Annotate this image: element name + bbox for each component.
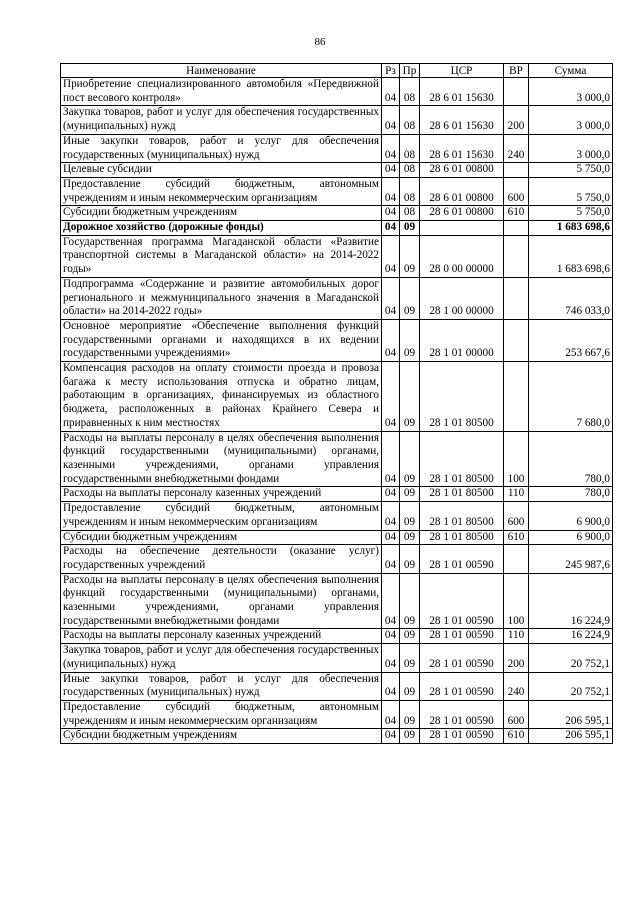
cell-rz: 04 — [382, 629, 400, 644]
cell-name: Субсидии бюджетным учреждениям — [61, 729, 382, 744]
table-row — [61, 629, 613, 644]
header-row — [61, 64, 613, 78]
cell-csr: 28 6 01 15630 — [420, 78, 504, 106]
cell-csr: 28 1 01 80500 — [420, 487, 504, 502]
cell-vr: 600 — [504, 700, 529, 728]
table-row — [61, 163, 613, 178]
cell-rz: 04 — [382, 431, 400, 487]
table-row — [61, 221, 613, 236]
cell-sum: 16 224,9 — [529, 573, 613, 629]
cell-name: Приобретение специализированного автомобиля «Передвижной пост весового контроля» — [61, 78, 382, 106]
cell-vr — [504, 163, 529, 178]
cell-csr: 28 1 00 00000 — [420, 277, 504, 319]
cell-sum: 20 752,1 — [529, 672, 613, 700]
cell-vr: 110 — [504, 629, 529, 644]
cell-name: Расходы на обеспечение деятельности (оказание услуг) государственных учреждений — [61, 545, 382, 573]
header-pr: Пр — [400, 64, 420, 78]
header-csr: ЦСР — [420, 64, 504, 78]
cell-rz: 04 — [382, 672, 400, 700]
cell-csr: 28 6 01 15630 — [420, 106, 504, 134]
cell-pr: 09 — [400, 277, 420, 319]
cell-name: Закупка товаров, работ и услуг для обеспечения государственных (муниципальных) нужд — [61, 106, 382, 134]
cell-pr: 09 — [400, 700, 420, 728]
cell-sum: 6 900,0 — [529, 530, 613, 545]
budget-table — [60, 63, 613, 744]
cell-vr: 100 — [504, 573, 529, 629]
cell-name: Закупка товаров, работ и услуг для обеспечения государственных (муниципальных) нужд — [61, 644, 382, 672]
cell-sum: 206 595,1 — [529, 729, 613, 744]
cell-csr: 28 1 01 00000 — [420, 319, 504, 361]
cell-vr: 600 — [504, 502, 529, 530]
cell-rz: 04 — [382, 277, 400, 319]
cell-rz: 04 — [382, 78, 400, 106]
table-row — [61, 134, 613, 162]
cell-vr: 110 — [504, 487, 529, 502]
table-row — [61, 502, 613, 530]
cell-pr: 09 — [400, 545, 420, 573]
cell-csr — [420, 221, 504, 236]
cell-rz: 04 — [382, 319, 400, 361]
cell-pr: 09 — [400, 729, 420, 744]
cell-sum: 3 000,0 — [529, 134, 613, 162]
cell-csr: 28 1 01 00590 — [420, 644, 504, 672]
cell-pr: 09 — [400, 644, 420, 672]
cell-csr: 28 6 01 00800 — [420, 163, 504, 178]
page-number: 86 — [314, 36, 326, 48]
table-row — [61, 362, 613, 432]
cell-sum: 5 750,0 — [529, 206, 613, 221]
cell-vr — [504, 221, 529, 236]
cell-sum: 3 000,0 — [529, 106, 613, 134]
table-row — [61, 729, 613, 744]
cell-pr: 09 — [400, 672, 420, 700]
cell-name: Предоставление субсидий бюджетным, автономным учреждениям и иным некоммерческим организациям — [61, 177, 382, 205]
cell-sum: 206 595,1 — [529, 700, 613, 728]
cell-name: Подпрограмма «Содержание и развитие автомобильных дорог регионального и межмуниципального значения в Магаданской области» на 2014-2022 годы» — [61, 277, 382, 319]
table-row — [61, 206, 613, 221]
cell-rz: 04 — [382, 530, 400, 545]
cell-pr: 08 — [400, 106, 420, 134]
cell-name: Компенсация расходов на оплату стоимости проезда и провоза багажа к месту использования отпуска и обратно лицам, работающим в организациях, финансируемых из областного бюджета, расположенных в районах Крайнего Севера и приравненных к ним местностях — [61, 362, 382, 432]
cell-sum: 6 900,0 — [529, 502, 613, 530]
table-row — [61, 106, 613, 134]
cell-sum: 1 683 698,6 — [529, 221, 613, 236]
cell-sum: 16 224,9 — [529, 629, 613, 644]
cell-csr: 28 1 01 00590 — [420, 672, 504, 700]
cell-rz: 04 — [382, 644, 400, 672]
cell-csr: 28 1 01 00590 — [420, 573, 504, 629]
cell-name: Предоставление субсидий бюджетным, автономным учреждениям и иным некоммерческим организациям — [61, 700, 382, 728]
cell-rz: 04 — [382, 573, 400, 629]
cell-rz: 04 — [382, 163, 400, 178]
cell-name: Расходы на выплаты персоналу казенных учреждений — [61, 487, 382, 502]
cell-pr: 09 — [400, 221, 420, 236]
cell-sum: 5 750,0 — [529, 177, 613, 205]
cell-sum: 780,0 — [529, 431, 613, 487]
cell-sum: 7 680,0 — [529, 362, 613, 432]
cell-vr: 610 — [504, 530, 529, 545]
cell-rz: 04 — [382, 502, 400, 530]
table-row — [61, 78, 613, 106]
header-rz: Рз — [382, 64, 400, 78]
cell-sum: 20 752,1 — [529, 644, 613, 672]
cell-vr: 240 — [504, 134, 529, 162]
cell-pr: 09 — [400, 235, 420, 277]
cell-name: Расходы на выплаты персоналу в целях обеспечения выполнения функций государственными (муниципальными) органами, казенными учреждениями, органами управления государственными внебюджетными фондами — [61, 431, 382, 487]
cell-csr: 28 6 01 15630 — [420, 134, 504, 162]
cell-vr — [504, 78, 529, 106]
cell-csr: 28 0 00 00000 — [420, 235, 504, 277]
table-row — [61, 177, 613, 205]
cell-csr: 28 1 01 00590 — [420, 545, 504, 573]
cell-vr — [504, 319, 529, 361]
cell-csr: 28 1 01 00590 — [420, 629, 504, 644]
cell-vr: 200 — [504, 644, 529, 672]
cell-name: Расходы на выплаты персоналу в целях обеспечения выполнения функций государственными (муниципальными) органами, казенными учреждениями, органами управления государственными внебюджетными фондами — [61, 573, 382, 629]
cell-rz: 04 — [382, 235, 400, 277]
cell-pr: 09 — [400, 319, 420, 361]
table-row — [61, 573, 613, 629]
cell-rz: 04 — [382, 487, 400, 502]
cell-vr: 610 — [504, 729, 529, 744]
cell-vr — [504, 277, 529, 319]
cell-csr: 28 1 01 00590 — [420, 700, 504, 728]
cell-rz: 04 — [382, 221, 400, 236]
cell-pr: 09 — [400, 431, 420, 487]
cell-rz: 04 — [382, 545, 400, 573]
cell-vr — [504, 362, 529, 432]
cell-rz: 04 — [382, 206, 400, 221]
cell-sum: 3 000,0 — [529, 78, 613, 106]
cell-vr: 100 — [504, 431, 529, 487]
cell-sum: 253 667,6 — [529, 319, 613, 361]
table-row — [61, 235, 613, 277]
cell-csr: 28 6 01 00800 — [420, 206, 504, 221]
cell-name: Иные закупки товаров, работ и услуг для обеспечения государственных (муниципальных) нужд — [61, 672, 382, 700]
cell-sum: 5 750,0 — [529, 163, 613, 178]
cell-sum: 245 987,6 — [529, 545, 613, 573]
table-row — [61, 545, 613, 573]
cell-csr: 28 1 01 80500 — [420, 431, 504, 487]
cell-sum: 1 683 698,6 — [529, 235, 613, 277]
cell-sum: 746 033,0 — [529, 277, 613, 319]
cell-pr: 09 — [400, 573, 420, 629]
cell-pr: 08 — [400, 163, 420, 178]
table-row — [61, 277, 613, 319]
cell-name: Предоставление субсидий бюджетным, автономным учреждениям и иным некоммерческим организациям — [61, 502, 382, 530]
table-row — [61, 319, 613, 361]
cell-pr: 09 — [400, 362, 420, 432]
cell-name: Основное мероприятие «Обеспечение выполнения функций государственными органами и находящихся в их ведении государственными учреждениями» — [61, 319, 382, 361]
cell-sum: 780,0 — [529, 487, 613, 502]
cell-pr: 09 — [400, 502, 420, 530]
cell-vr: 610 — [504, 206, 529, 221]
header-name: Наименование — [61, 64, 382, 78]
cell-pr: 08 — [400, 134, 420, 162]
cell-pr: 08 — [400, 177, 420, 205]
table-row — [61, 700, 613, 728]
cell-pr: 09 — [400, 487, 420, 502]
cell-pr: 09 — [400, 530, 420, 545]
table-header — [61, 64, 613, 78]
cell-rz: 04 — [382, 362, 400, 432]
cell-csr: 28 1 01 80500 — [420, 362, 504, 432]
cell-pr: 09 — [400, 629, 420, 644]
cell-vr — [504, 235, 529, 277]
cell-csr: 28 6 01 00800 — [420, 177, 504, 205]
cell-pr: 08 — [400, 78, 420, 106]
cell-vr — [504, 545, 529, 573]
cell-rz: 04 — [382, 106, 400, 134]
cell-name: Иные закупки товаров, работ и услуг для обеспечения государственных (муниципальных) нужд — [61, 134, 382, 162]
cell-csr: 28 1 01 80500 — [420, 530, 504, 545]
cell-csr: 28 1 01 00590 — [420, 729, 504, 744]
cell-name: Субсидии бюджетным учреждениям — [61, 206, 382, 221]
table-row — [61, 672, 613, 700]
table-row — [61, 431, 613, 487]
cell-csr: 28 1 01 80500 — [420, 502, 504, 530]
cell-name: Субсидии бюджетным учреждениям — [61, 530, 382, 545]
cell-rz: 04 — [382, 729, 400, 744]
cell-rz: 04 — [382, 700, 400, 728]
cell-name: Государственная программа Магаданской области «Развитие транспортной системы в Магаданской области» на 2014-2022 годы» — [61, 235, 382, 277]
table-row — [61, 644, 613, 672]
cell-rz: 04 — [382, 177, 400, 205]
cell-vr: 600 — [504, 177, 529, 205]
cell-vr: 240 — [504, 672, 529, 700]
cell-name: Целевые субсидии — [61, 163, 382, 178]
header-sum: Сумма — [529, 64, 613, 78]
cell-pr: 08 — [400, 206, 420, 221]
cell-name: Расходы на выплаты персоналу казенных учреждений — [61, 629, 382, 644]
cell-name: Дорожное хозяйство (дорожные фонды) — [61, 221, 382, 236]
table-body — [61, 78, 613, 744]
cell-rz: 04 — [382, 134, 400, 162]
cell-vr: 200 — [504, 106, 529, 134]
table-row — [61, 487, 613, 502]
table-row — [61, 530, 613, 545]
header-vr: ВР — [504, 64, 529, 78]
